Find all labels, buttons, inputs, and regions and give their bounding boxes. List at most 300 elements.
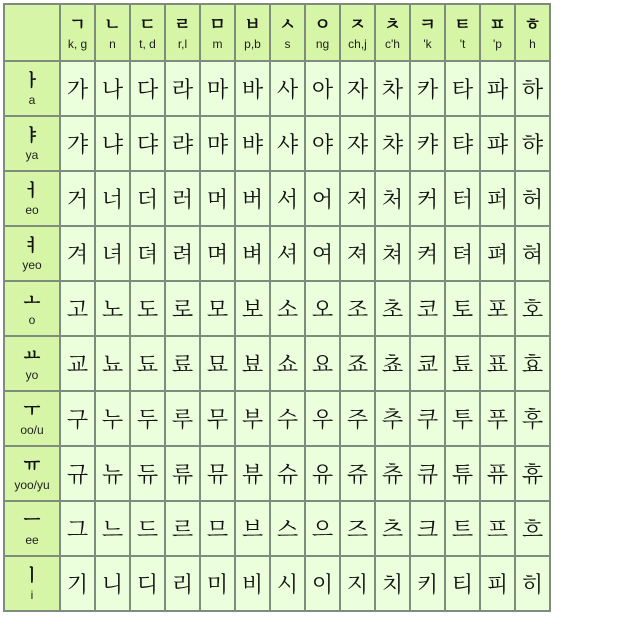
syllable-cell	[305, 281, 340, 336]
syllable-text: 푸	[486, 408, 509, 433]
consonant-jamo: ㄱ	[69, 14, 86, 35]
syllable-cell	[375, 281, 410, 336]
syllable-text: 갸	[66, 133, 89, 158]
syllable-text: 져	[346, 243, 369, 268]
syllable-cell	[130, 501, 165, 556]
syllable-cell	[200, 116, 235, 171]
syllable-text: 벼	[241, 243, 264, 268]
consonant-romanization: r,l	[177, 36, 188, 51]
syllable-cell	[95, 336, 130, 391]
syllable-cell	[515, 501, 550, 556]
syllable-cell	[95, 226, 130, 281]
syllable-cell	[200, 61, 235, 116]
syllable-text: 부	[241, 408, 264, 433]
syllable-text: 탸	[451, 133, 474, 158]
syllable-cell	[270, 116, 305, 171]
vowel-header-cell	[4, 336, 60, 391]
vowel-jamo: ㅠ	[23, 455, 41, 476]
syllable-text: 혀	[521, 243, 544, 268]
syllable-text: 리	[171, 573, 194, 598]
syllable-text: 자	[346, 78, 369, 103]
syllable-cell	[515, 171, 550, 226]
vowel-header-cell	[4, 226, 60, 281]
syllable-text: 므	[206, 518, 229, 543]
syllable-cell	[235, 446, 270, 501]
vowel-row	[4, 501, 550, 556]
syllable-text: 햐	[521, 133, 544, 158]
vowel-romanization: oo/u	[20, 422, 44, 437]
syllable-cell	[340, 226, 375, 281]
syllable-text: 모	[206, 298, 229, 323]
syllable-cell	[200, 226, 235, 281]
syllable-text: 휴	[521, 463, 544, 488]
syllable-text: 브	[241, 518, 264, 543]
syllable-text: 노	[101, 298, 124, 323]
syllable-cell	[60, 226, 95, 281]
syllable-cell	[410, 171, 445, 226]
vowel-header-cell	[4, 391, 60, 446]
syllable-text: 도	[136, 298, 159, 323]
syllable-cell	[95, 556, 130, 611]
syllable-text: 퓨	[486, 463, 509, 488]
syllable-cell	[60, 61, 95, 116]
syllable-cell	[305, 336, 340, 391]
syllable-text: 초	[381, 298, 404, 323]
syllable-text: 퍄	[486, 133, 509, 158]
syllable-text: 더	[136, 188, 159, 213]
syllable-text: 쿠	[416, 408, 439, 433]
syllable-cell	[95, 61, 130, 116]
syllable-cell	[305, 446, 340, 501]
syllable-text: 뉴	[101, 463, 124, 488]
syllable-text: 머	[206, 188, 229, 213]
syllable-text: 먀	[206, 133, 229, 158]
syllable-cell	[515, 391, 550, 446]
syllable-text: 야	[311, 133, 334, 158]
syllable-cell	[60, 336, 95, 391]
syllable-cell	[515, 336, 550, 391]
syllable-cell	[305, 501, 340, 556]
syllable-text: 표	[486, 353, 509, 378]
syllable-cell	[305, 226, 340, 281]
syllable-cell	[480, 391, 515, 446]
vowel-row	[4, 226, 550, 281]
syllable-cell	[480, 226, 515, 281]
syllable-text: 샤	[276, 133, 299, 158]
vowel-row	[4, 391, 550, 446]
syllable-cell	[165, 226, 200, 281]
vowel-row	[4, 281, 550, 336]
syllable-text: 요	[311, 353, 334, 378]
syllable-cell	[60, 171, 95, 226]
syllable-text: 아	[311, 78, 334, 103]
syllable-text: 호	[521, 298, 544, 323]
syllable-text: 뷰	[241, 463, 264, 488]
syllable-text: 로	[171, 298, 194, 323]
syllable-cell	[480, 336, 515, 391]
consonant-jamo: ㄷ	[139, 14, 156, 35]
syllable-cell	[165, 61, 200, 116]
syllable-text: 드	[136, 518, 159, 543]
syllable-cell	[515, 281, 550, 336]
syllable-cell	[375, 501, 410, 556]
syllable-cell	[130, 556, 165, 611]
syllable-cell	[410, 116, 445, 171]
syllable-cell	[165, 116, 200, 171]
consonant-jamo: ㅍ	[489, 14, 506, 35]
syllable-text: 겨	[66, 243, 89, 268]
syllable-text: 오	[311, 298, 334, 323]
syllable-text: 느	[101, 518, 124, 543]
syllable-cell	[305, 61, 340, 116]
syllable-text: 료	[171, 353, 194, 378]
syllable-cell	[165, 556, 200, 611]
syllable-cell	[480, 446, 515, 501]
consonant-header-cell	[200, 4, 235, 61]
syllable-cell	[480, 61, 515, 116]
syllable-text: 바	[241, 78, 264, 103]
syllable-text: 쟈	[346, 133, 369, 158]
syllable-text: 너	[101, 188, 124, 213]
syllable-cell	[515, 556, 550, 611]
vowel-header-cell	[4, 281, 60, 336]
vowel-romanization: o	[28, 312, 36, 327]
syllable-cell	[445, 61, 480, 116]
syllable-text: 쥬	[346, 463, 369, 488]
syllable-cell	[375, 391, 410, 446]
syllable-cell	[200, 391, 235, 446]
syllable-cell	[480, 171, 515, 226]
syllable-cell	[130, 336, 165, 391]
syllable-text: 려	[171, 243, 194, 268]
syllable-cell	[130, 61, 165, 116]
consonant-romanization: p,b	[244, 36, 261, 51]
syllable-cell	[375, 116, 410, 171]
syllable-cell	[95, 501, 130, 556]
consonant-header-row	[4, 4, 550, 61]
syllable-text: 미	[206, 573, 229, 598]
vowel-romanization: ee	[25, 532, 39, 547]
syllable-text: 규	[66, 463, 89, 488]
syllable-cell	[305, 116, 340, 171]
syllable-cell	[375, 226, 410, 281]
syllable-cell	[410, 336, 445, 391]
syllable-cell	[200, 556, 235, 611]
syllable-cell	[130, 171, 165, 226]
consonant-romanization: n	[109, 36, 116, 51]
syllable-text: 가	[66, 78, 89, 103]
syllable-text: 토	[451, 298, 474, 323]
syllable-cell	[305, 391, 340, 446]
syllable-cell	[165, 446, 200, 501]
syllable-cell	[515, 226, 550, 281]
syllable-text: 큐	[416, 463, 439, 488]
syllable-cell	[445, 171, 480, 226]
syllable-cell	[200, 446, 235, 501]
syllable-text: 프	[486, 518, 509, 543]
consonant-jamo: ㅌ	[454, 14, 471, 35]
syllable-cell	[270, 391, 305, 446]
syllable-text: 두	[136, 408, 159, 433]
syllable-cell	[410, 61, 445, 116]
consonant-jamo: ㄴ	[104, 14, 121, 35]
syllable-cell	[445, 226, 480, 281]
syllable-text: 사	[276, 78, 299, 103]
consonant-romanization: 't	[459, 36, 466, 51]
syllable-text: 여	[311, 243, 334, 268]
syllable-text: 흐	[521, 518, 544, 543]
syllable-cell	[60, 501, 95, 556]
syllable-text: 으	[311, 518, 334, 543]
consonant-romanization: c'h	[385, 36, 400, 51]
consonant-romanization: t, d	[139, 36, 156, 51]
syllable-cell	[375, 336, 410, 391]
consonant-romanization: ch,j	[348, 36, 367, 51]
vowel-jamo: ㅣ	[23, 565, 41, 586]
syllable-text: 뇨	[101, 353, 124, 378]
syllable-cell	[165, 391, 200, 446]
vowel-romanization: a	[28, 92, 36, 107]
syllable-cell	[305, 556, 340, 611]
vowel-jamo: ㅑ	[23, 125, 41, 146]
syllable-cell	[165, 336, 200, 391]
vowel-jamo: ㅕ	[23, 235, 41, 256]
syllable-text: 다	[136, 78, 159, 103]
syllable-text: 우	[311, 408, 334, 433]
vowel-jamo: ㅡ	[23, 510, 41, 531]
syllable-text: 디	[136, 573, 159, 598]
consonant-header-cell	[410, 4, 445, 61]
vowel-header-cell	[4, 171, 60, 226]
syllable-text: 처	[381, 188, 404, 213]
consonant-header-cell	[270, 4, 305, 61]
syllable-text: 저	[346, 188, 369, 213]
syllable-cell	[410, 446, 445, 501]
syllable-text: 트	[451, 518, 474, 543]
syllable-cell	[165, 501, 200, 556]
syllable-text: 어	[311, 188, 334, 213]
vowel-jamo: ㅓ	[23, 180, 41, 201]
syllable-text: 지	[346, 573, 369, 598]
syllable-text: 죠	[346, 353, 369, 378]
syllable-cell	[445, 501, 480, 556]
consonant-romanization: k, g	[67, 36, 88, 51]
syllable-text: 루	[171, 408, 194, 433]
syllable-text: 켜	[416, 243, 439, 268]
syllable-cell	[375, 61, 410, 116]
syllable-text: 쳐	[381, 243, 404, 268]
consonant-header-cell	[130, 4, 165, 61]
syllable-text: 니	[101, 573, 124, 598]
syllable-text: 코	[416, 298, 439, 323]
syllable-text: 이	[311, 573, 334, 598]
syllable-text: 펴	[486, 243, 509, 268]
syllable-cell	[270, 501, 305, 556]
consonant-jamo: ㅈ	[349, 14, 366, 35]
syllable-cell	[340, 281, 375, 336]
syllable-text: 유	[311, 463, 334, 488]
consonant-jamo: ㄹ	[174, 14, 191, 35]
syllable-text: 챠	[381, 133, 404, 158]
syllable-cell	[95, 281, 130, 336]
consonant-header-cell	[375, 4, 410, 61]
syllable-text: 툐	[451, 353, 474, 378]
consonant-header-cell	[480, 4, 515, 61]
syllable-cell	[445, 116, 480, 171]
syllable-text: 셔	[276, 243, 299, 268]
syllable-text: 파	[486, 78, 509, 103]
syllable-cell	[445, 281, 480, 336]
vowel-row	[4, 556, 550, 611]
consonant-jamo: ㅊ	[384, 14, 401, 35]
syllable-text: 뮤	[206, 463, 229, 488]
syllable-text: 거	[66, 188, 89, 213]
syllable-text: 구	[66, 408, 89, 433]
syllable-cell	[375, 171, 410, 226]
syllable-cell	[60, 281, 95, 336]
syllable-cell	[130, 281, 165, 336]
syllable-text: 소	[276, 298, 299, 323]
syllable-text: 효	[521, 353, 544, 378]
table-corner-cell	[4, 4, 60, 61]
syllable-cell	[445, 391, 480, 446]
syllable-cell	[305, 171, 340, 226]
syllable-text: 며	[206, 243, 229, 268]
vowel-row	[4, 336, 550, 391]
consonant-header-cell	[305, 4, 340, 61]
vowel-header-cell	[4, 501, 60, 556]
syllable-text: 즈	[346, 518, 369, 543]
consonant-romanization: s	[284, 36, 291, 51]
syllable-text: 수	[276, 408, 299, 433]
vowel-row	[4, 61, 550, 116]
syllable-text: 추	[381, 408, 404, 433]
syllable-cell	[130, 446, 165, 501]
syllable-cell	[445, 446, 480, 501]
syllable-text: 서	[276, 188, 299, 213]
vowel-header-cell	[4, 116, 60, 171]
syllable-text: 츄	[381, 463, 404, 488]
syllable-cell	[270, 446, 305, 501]
syllable-cell	[340, 61, 375, 116]
syllable-text: 포	[486, 298, 509, 323]
syllable-text: 키	[416, 573, 439, 598]
consonant-romanization: m	[212, 36, 223, 51]
syllable-cell	[235, 336, 270, 391]
hangul-syllable-table	[3, 3, 551, 612]
syllable-text: 주	[346, 408, 369, 433]
consonant-romanization: ng	[315, 36, 330, 51]
vowel-jamo: ㅏ	[23, 70, 41, 91]
syllable-text: 냐	[101, 133, 124, 158]
consonant-romanization: h	[529, 36, 536, 51]
consonant-header-cell	[340, 4, 375, 61]
syllable-cell	[340, 446, 375, 501]
syllable-text: 쇼	[276, 353, 299, 378]
syllable-cell	[235, 171, 270, 226]
syllable-cell	[235, 61, 270, 116]
syllable-cell	[60, 556, 95, 611]
syllable-cell	[270, 336, 305, 391]
syllable-text: 캬	[416, 133, 439, 158]
vowel-romanization: yeo	[22, 257, 42, 272]
vowel-row	[4, 446, 550, 501]
vowel-row	[4, 116, 550, 171]
syllable-text: 차	[381, 78, 404, 103]
syllable-text: 류	[171, 463, 194, 488]
syllable-text: 쿄	[416, 353, 439, 378]
syllable-cell	[235, 501, 270, 556]
syllable-cell	[340, 501, 375, 556]
syllable-cell	[165, 281, 200, 336]
syllable-text: 타	[451, 78, 474, 103]
syllable-cell	[235, 556, 270, 611]
syllable-cell	[270, 281, 305, 336]
syllable-cell	[270, 226, 305, 281]
syllable-text: 라	[171, 78, 194, 103]
consonant-header-cell	[235, 4, 270, 61]
syllable-text: 묘	[206, 353, 229, 378]
consonant-jamo: ㅎ	[524, 14, 541, 35]
consonant-jamo: ㅇ	[314, 14, 331, 35]
syllable-text: 스	[276, 518, 299, 543]
syllable-text: 허	[521, 188, 544, 213]
syllable-cell	[410, 281, 445, 336]
syllable-cell	[410, 556, 445, 611]
syllable-cell	[95, 116, 130, 171]
syllable-text: 텨	[451, 243, 474, 268]
syllable-text: 나	[101, 78, 124, 103]
syllable-text: 교	[66, 353, 89, 378]
syllable-cell	[60, 446, 95, 501]
syllable-cell	[515, 61, 550, 116]
syllable-text: 하	[521, 78, 544, 103]
syllable-cell	[130, 116, 165, 171]
syllable-text: 츠	[381, 518, 404, 543]
consonant-jamo: ㅁ	[209, 14, 226, 35]
syllable-cell	[270, 61, 305, 116]
syllable-cell	[340, 116, 375, 171]
syllable-cell	[130, 391, 165, 446]
syllable-text: 됴	[136, 353, 159, 378]
syllable-text: 랴	[171, 133, 194, 158]
syllable-text: 피	[486, 573, 509, 598]
syllable-cell	[410, 501, 445, 556]
consonant-jamo: ㅋ	[419, 14, 436, 35]
syllable-text: 마	[206, 78, 229, 103]
vowel-romanization: i	[30, 587, 34, 602]
syllable-text: 터	[451, 188, 474, 213]
syllable-text: 녀	[101, 243, 124, 268]
syllable-cell	[340, 336, 375, 391]
syllable-text: 고	[66, 298, 89, 323]
consonant-romanization: 'p	[493, 36, 502, 51]
syllable-cell	[270, 556, 305, 611]
vowel-jamo: ㅛ	[23, 345, 41, 366]
syllable-text: 쵸	[381, 353, 404, 378]
syllable-cell	[235, 281, 270, 336]
syllable-cell	[340, 556, 375, 611]
syllable-text: 그	[66, 518, 89, 543]
syllable-cell	[200, 501, 235, 556]
syllable-text: 뵤	[241, 353, 264, 378]
consonant-jamo: ㅂ	[244, 14, 261, 35]
vowel-romanization: ya	[25, 147, 39, 162]
syllable-text: 뎌	[136, 243, 159, 268]
syllable-cell	[95, 446, 130, 501]
vowel-header-cell	[4, 61, 60, 116]
vowel-header-cell	[4, 446, 60, 501]
